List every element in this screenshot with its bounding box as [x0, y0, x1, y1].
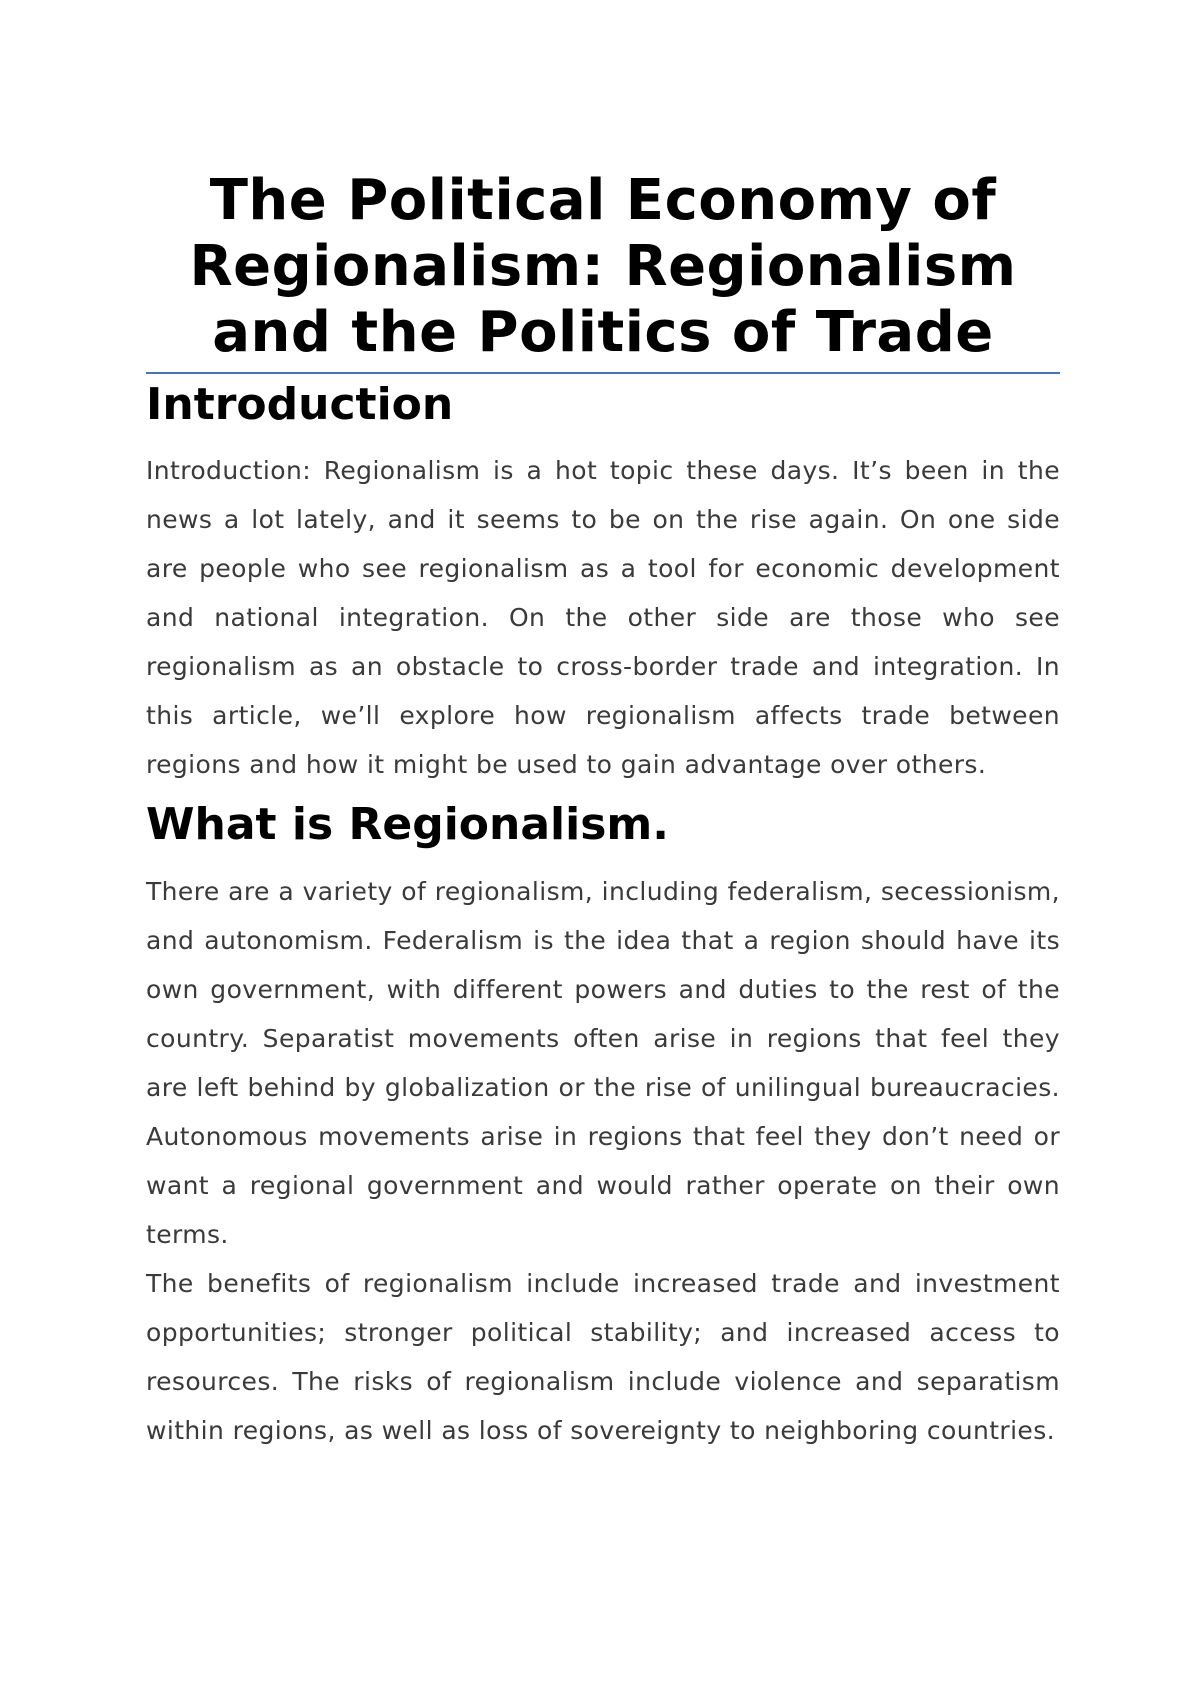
- section-heading-introduction: Introduction: [146, 379, 454, 430]
- document-content: [146, 168, 1060, 1455]
- document-title: The Political Economy of Regionalism: Regionalism and the Politics of Trade: [189, 168, 1017, 365]
- introduction-paragraph: Introduction: Regionalism is a hot topic these days. It’s been in the news a lot lately, and it seems to be on the rise again. On one side are people who see regionalism as a tool for economic development and national integration. On the other side are those who see regionalism as an obstacle to cross-border trade and integration. In this article, we’ll explore how regionalism affects trade between regions and how it might be used to gain advantage over others.: [146, 456, 1060, 779]
- regionalism-benefits-risks-paragraph: The benefits of regionalism include increased trade and investment opportunities; stronger political stability; and increased access to resources. The risks of regionalism include violence and separatism within regions, as well as loss of sovereignty to neighboring countries.: [146, 1269, 1060, 1445]
- title-underline-rule: [146, 372, 1060, 374]
- regionalism-types-paragraph: There are a variety of regionalism, including federalism, secessionism, and autonomism. Federalism is the idea that a region should have its own government, with different powers and duties to the rest of the country. Separatist movements often arise in regions that feel they are left behind by globalization or the rise of unilingual bureaucracies. Autonomous movements arise in regions that feel they don’t need or want a regional government and would rather operate on their own terms.: [146, 877, 1060, 1249]
- section-heading-what-is-regionalism: What is Regionalism.: [146, 799, 669, 850]
